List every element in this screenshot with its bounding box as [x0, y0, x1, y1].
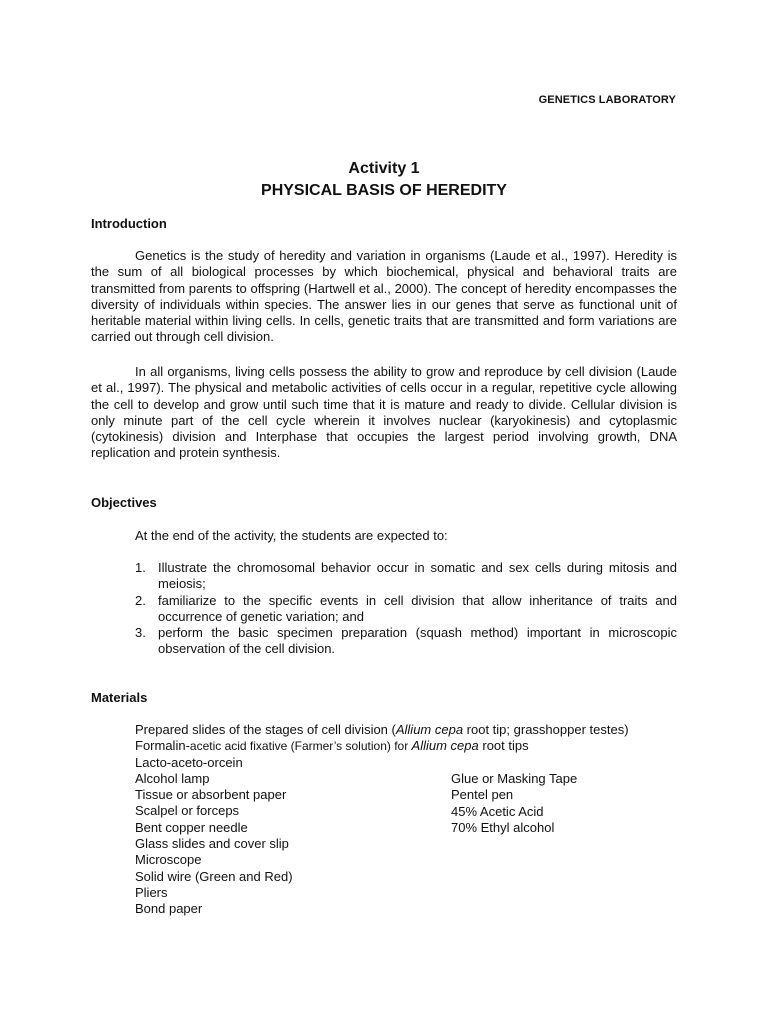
material-item: Microscope	[135, 852, 202, 868]
material-item: Pentel pen	[451, 787, 514, 803]
introduction-heading: Introduction	[91, 216, 167, 231]
materials-text: root tip; grasshopper testes)	[463, 722, 629, 737]
material-item: Pliers	[135, 884, 168, 900]
material-item: Lacto-aceto-orcein	[135, 754, 243, 770]
objective-text: perform the basic specimen preparation (squash method) important in microscopic observation of the cell division.	[158, 625, 677, 657]
objectives-list	[135, 560, 677, 658]
introduction-paragraph-1: Genetics is the study of heredity and variation in organisms (Laude et al., 1997). Heredity is the sum of all biological processes by which biochemical, physical and behavioral traits are transmitted from parents to offspring (Hartwell et al., 2000). The concept of heredity encompasses the diversity of individuals within species. The answer lies in our genes that serve as functional unit of heritable material within living cells. In cells, genetic traits that are transmitted and form variations are carried out through cell division.	[91, 248, 677, 345]
objectives-heading: Objectives	[91, 495, 157, 510]
running-head: GENETICS LABORATORY	[538, 94, 676, 106]
species-name: Allium cepa	[395, 722, 464, 737]
materials-text: root tips	[478, 738, 529, 754]
materials-line-fixative	[135, 738, 695, 754]
objectives-lead: At the end of the activity, the students are expected to:	[135, 528, 448, 543]
material-item: Bent copper needle	[135, 819, 248, 835]
material-item: Solid wire (Green and Red)	[135, 868, 293, 884]
objective-number: 2.	[135, 592, 146, 608]
material-item: 45% Acetic Acid	[451, 803, 544, 819]
objective-item	[135, 593, 677, 626]
material-item: 70% Ethyl alcohol	[451, 819, 555, 835]
materials-right-column	[451, 771, 577, 836]
objective-item	[135, 625, 677, 658]
activity-title: Activity 1	[348, 160, 420, 177]
material-item: Scalpel or forceps	[135, 803, 240, 819]
material-item: Glass slides and cover slip	[135, 836, 289, 852]
objective-number: 3.	[135, 625, 146, 641]
material-item: Tissue or absorbent paper	[135, 787, 287, 803]
objective-item	[135, 560, 677, 593]
materials-text: acetic acid fixative (Farmer’s solution) for	[189, 739, 412, 754]
materials-line-prepared-slides	[135, 722, 695, 738]
material-item: Alcohol lamp	[135, 770, 210, 786]
material-item: Bond paper	[135, 901, 203, 917]
objective-number: 1.	[135, 560, 146, 575]
material-item: Glue or Masking Tape	[451, 771, 578, 786]
introduction-paragraph-2: In all organisms, living cells possess the ability to grow and reproduce by cell division (Laude et al., 1997). The physical and metabolic activities of cells occur in a regular, repetitive cycle allowing the cell to develop and grow until such time that it is mature and ready to divide. Cellular division is only minute part of the cell cycle wherein it involves nuclear (karyokinesis) and cytoplasmic (cytokinesis) division and Interphase that occupies the largest period involving growth, DNA replication and protein synthesis.	[91, 364, 677, 461]
main-title: PHYSICAL BASIS OF HEREDITY	[261, 182, 507, 199]
materials-text: Formalin-	[135, 738, 190, 754]
species-name: Allium cepa	[411, 738, 479, 754]
title-block	[0, 158, 768, 202]
materials-list	[135, 722, 695, 918]
objective-text: Illustrate the chromosomal behavior occur in somatic and sex cells during mitosis and meiosis;	[158, 560, 677, 592]
materials-heading: Materials	[91, 690, 148, 705]
objective-text: familiarize to the specific events in cell division that allow inheritance of traits and occurrence of genetic variation; and	[158, 592, 677, 624]
materials-text: Prepared slides of the stages of cell division (	[135, 722, 396, 737]
